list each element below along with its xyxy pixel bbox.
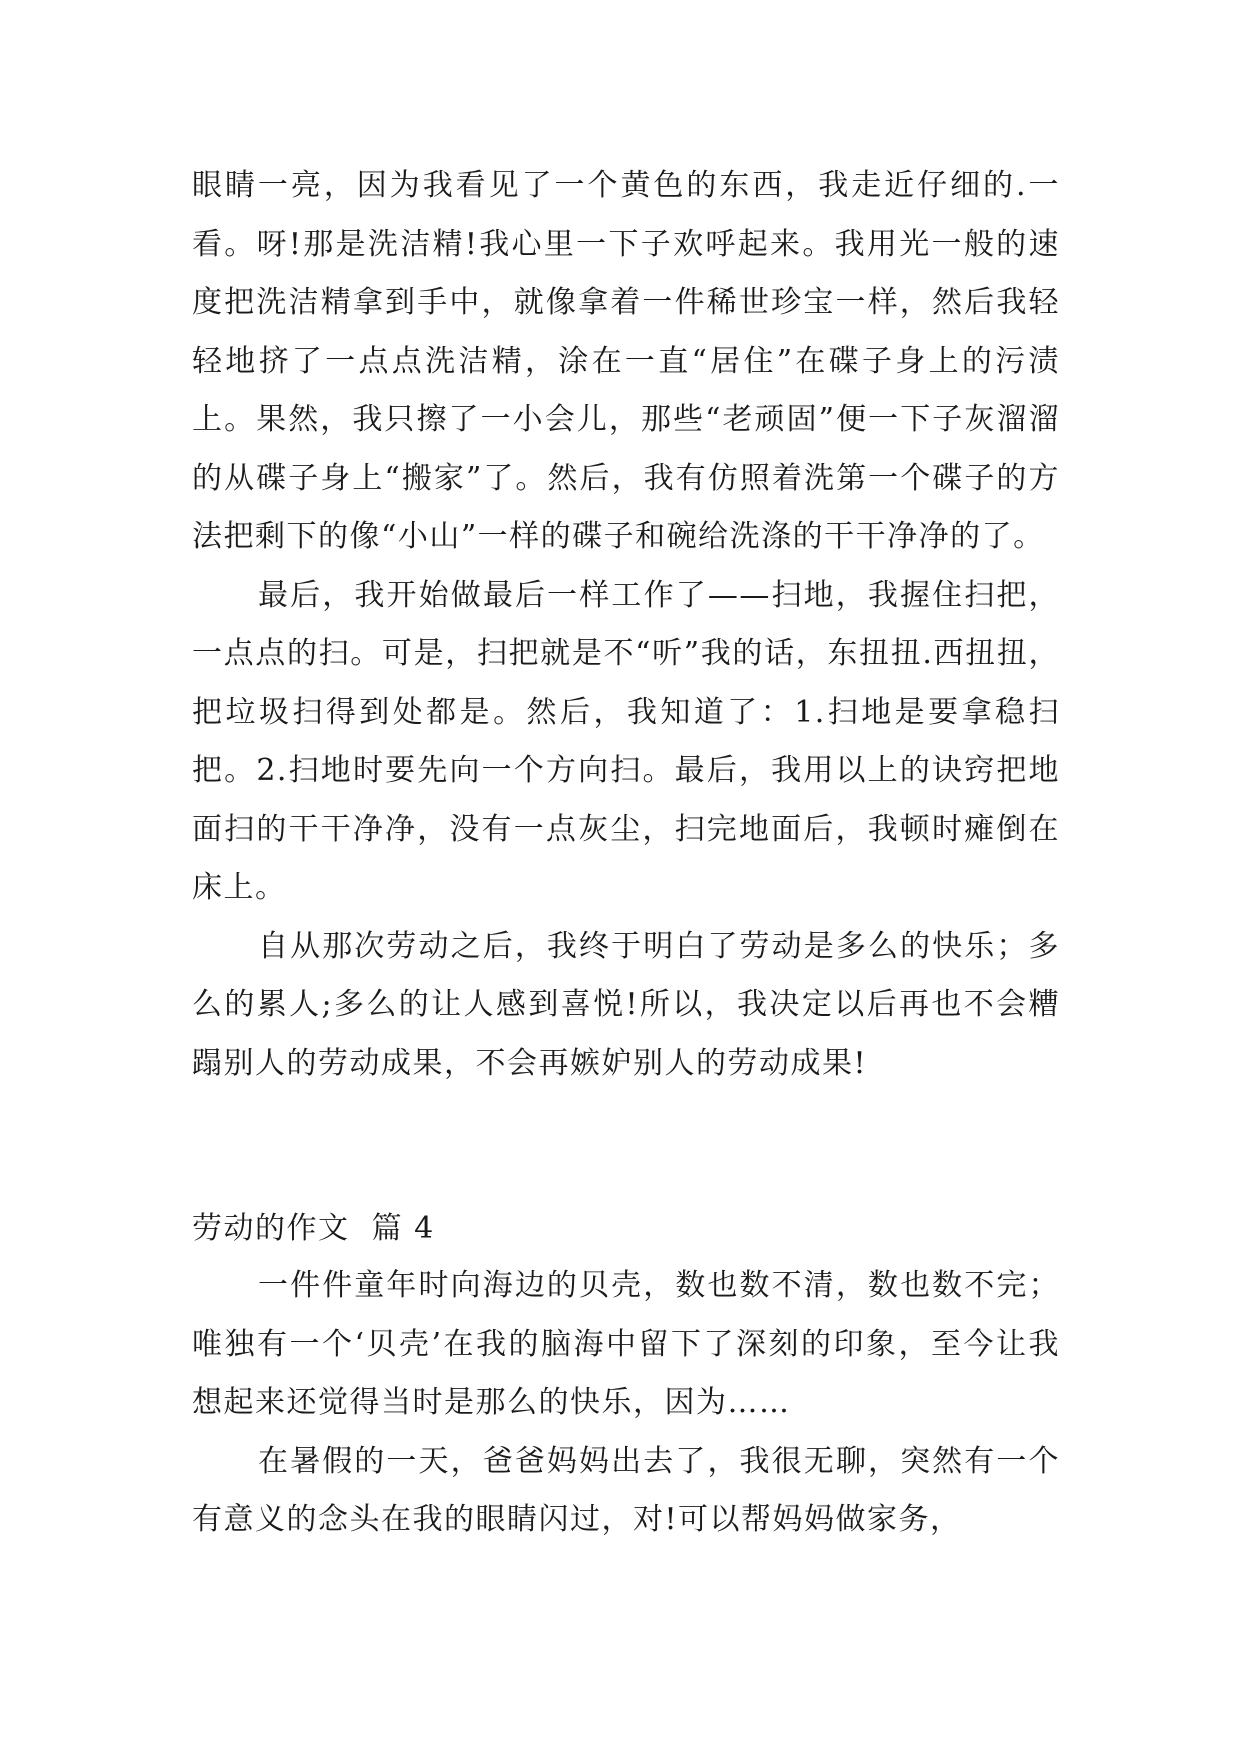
paragraph-4: 一件件童年时向海边的贝壳，数也数不清，数也数不完；唯独有一个‘贝壳’在我的脑海中留下了深刻的印象，至今让我想起来还觉得当时是那么的快乐，因为……	[192, 1268, 1060, 1420]
paragraph-2: 最后，我开始做最后一样工作了——扫地，我握住扫把，一点点的扫。可是，扫把就是不“听”我的话，东扭扭.西扭扭，把垃圾扫得到处都是。然后，我知道了：1.扫地是要拿稳扫把。2.扫地时要先向一个方向扫。最后，我用以上的诀窍把地面扫的干干净净，没有一点灰尘，扫完地面后，我顿时瘫倒在床上。	[192, 577, 1060, 905]
essay-body-bottom	[192, 1257, 1060, 1550]
paragraph-1: 眼睛一亮，因为我看见了一个黄色的东西，我走近仔细的.一看。呀!那是洗洁精!我心里一下子欢呼起来。我用光一般的速度把洗洁精拿到手中，就像拿着一件稀世珍宝一样，然后我轻轻地挤了一点点洗洁精，涂在一直“居住”在碟子身上的污渍上。果然，我只擦了一小会儿，那些“老顽固”便一下子灰溜溜的从碟子身上“搬家”了。然后，我有仿照着洗第一个碟子的方法把剩下的像“小山”一样的碟子和碗给洗涤的干干净净的了。	[192, 168, 1060, 554]
paragraph-5: 在暑假的一天，爸爸妈妈出去了，我很无聊，突然有一个有意义的念头在我的眼睛闪过，对!可以帮妈妈做家务，	[192, 1443, 1060, 1537]
essay-body-top	[192, 157, 1060, 1093]
paragraph-3: 自从那次劳动之后，我终于明白了劳动是多么的快乐；多么的累人;多么的让人感到喜悦!所以，我决定以后再也不会糟蹋别人的劳动成果，不会再嫉妒别人的劳动成果!	[192, 928, 1060, 1081]
section-heading: 劳动的作文 篇 4	[192, 1211, 435, 1246]
